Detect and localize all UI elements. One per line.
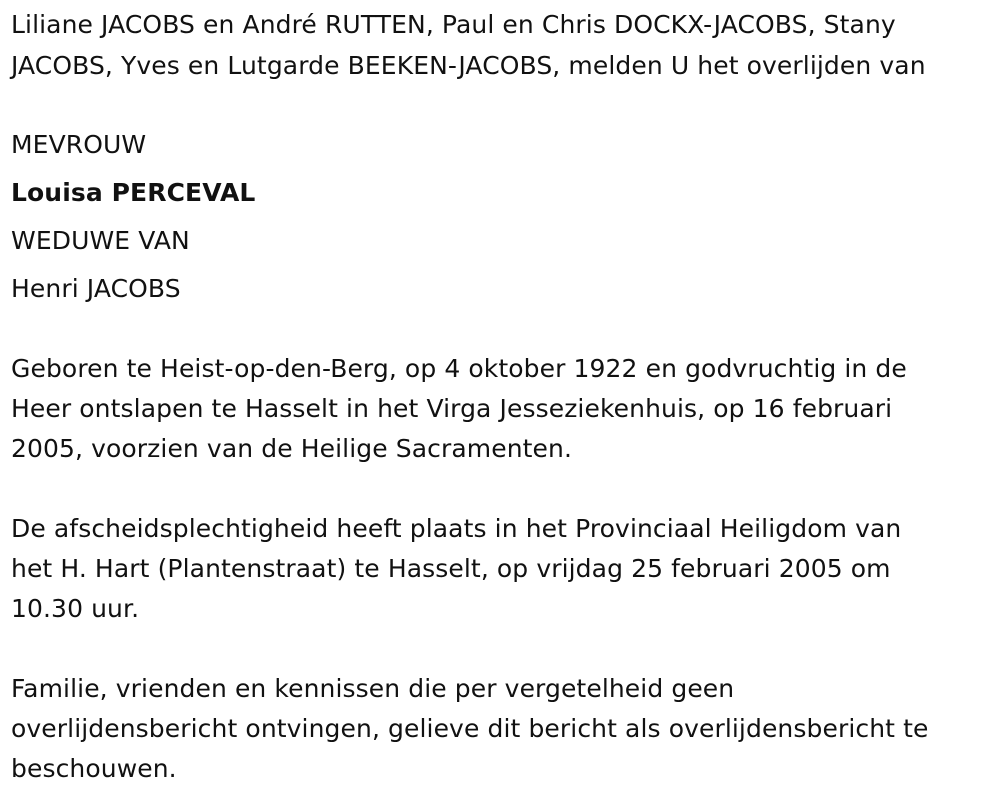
relation-label: WEDUWE VAN [11,226,190,255]
ceremony-line-1: De afscheidsplechtigheid heeft plaats in het Provinciaal Heiligdom van [11,514,902,543]
notice-line-2: overlijdensbericht ontvingen, gelieve dit bericht als overlijdensbericht te [11,714,929,743]
birth-death-line-3: 2005, voorzien van de Heilige Sacramenten. [11,434,573,463]
deceased-name: Louisa PERCEVAL [11,178,256,207]
spouse-name: Henri JACOBS [11,274,181,303]
birth-death-line-2: Heer ontslapen te Hasselt in het Virga Jesseziekenhuis, op 16 februari [11,394,893,423]
intro-line-2: JACOBS, Yves en Lutgarde BEEKEN-JACOBS, melden U het overlijden van [11,51,926,80]
salutation: MEVROUW [11,130,147,159]
notice-line-3: beschouwen. [11,754,177,783]
ceremony-line-2: het H. Hart (Plantenstraat) te Hasselt, op vrijdag 25 februari 2005 om [11,554,891,583]
intro-line-1: Liliane JACOBS en André RUTTEN, Paul en Chris DOCKX-JACOBS, Stany [11,10,896,39]
notice-line-1: Familie, vrienden en kennissen die per vergetelheid geen [11,674,735,703]
birth-death-line-1: Geboren te Heist-op-den-Berg, op 4 oktober 1922 en godvruchtig in de [11,354,907,383]
ceremony-line-3: 10.30 uur. [11,594,140,623]
